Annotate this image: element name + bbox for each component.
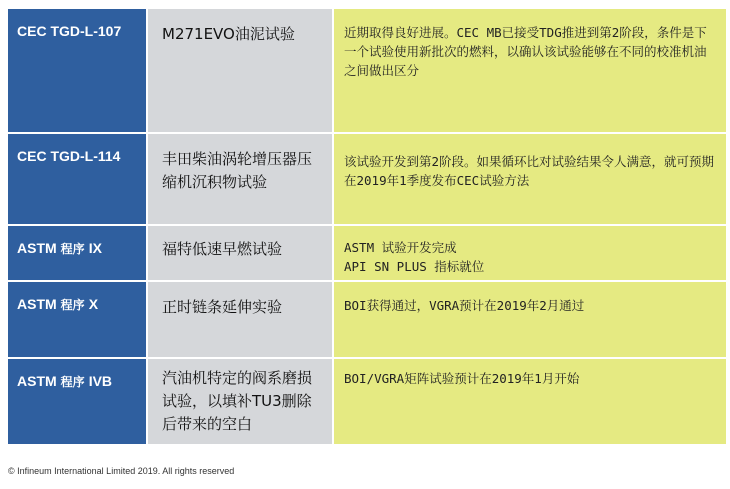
status-note-cell (334, 134, 726, 224)
program-number: IVB (88, 373, 113, 389)
test-id-text: CEC TGD-L-114 (17, 148, 121, 164)
test-id-text: CEC TGD-L-107 (17, 23, 122, 39)
test-name-cell (148, 282, 332, 357)
test-id-cell (8, 134, 146, 224)
program-number: X (88, 296, 99, 312)
status-note-cell (334, 9, 726, 132)
test-name-cell (148, 359, 332, 444)
test-name-text: M271EVO油泥试验 (162, 25, 295, 43)
status-note-cell (334, 226, 726, 280)
test-status-table (8, 9, 722, 450)
test-name-cell (148, 9, 332, 132)
status-note-cell (334, 282, 726, 357)
test-org-text: ASTM (17, 240, 57, 256)
program-label: 程序 (60, 375, 85, 389)
test-id-cell (8, 9, 146, 132)
copyright-notice: © Infineum International Limited 2019. All rights reserved (8, 466, 235, 476)
test-org-text: ASTM (17, 296, 57, 312)
test-id-cell (8, 359, 146, 444)
test-id-cell (8, 226, 146, 280)
status-note-text: 近期取得良好进展。CEC MB已接受TDG推进到第2阶段，条件是下一个试验使用新批次的燃料，以确认该试验能够在不同的校准机油之间做出区分 (344, 25, 707, 78)
test-name-text: 福特低速早燃试验 (162, 240, 283, 258)
status-note-line: API SN PLUS 指标就位 (344, 259, 485, 274)
program-number: IX (88, 240, 102, 256)
test-id-cell (8, 282, 146, 357)
status-note-text: BOI/VGRA矩阵试验预计在2019年1月开始 (344, 371, 580, 386)
status-note-cell (334, 359, 726, 444)
program-label: 程序 (60, 298, 85, 312)
test-name-text: 正时链条延伸实验 (162, 298, 283, 316)
program-label: 程序 (60, 242, 85, 256)
test-name-text: 丰田柴油涡轮增压器压缩机沉积物试验 (162, 150, 313, 191)
status-note-line: ASTM 试验开发完成 (344, 240, 457, 255)
test-name-text: 汽油机特定的阀系磨损试验，以填补TU3删除后带来的空白 (162, 369, 313, 433)
status-note-text: BOI获得通过，VGRA预计在2019年2月通过 (344, 298, 585, 313)
test-name-cell (148, 226, 332, 280)
status-note-text: 该试验开发到第2阶段。如果循环比对试验结果令人满意，就可预期在2019年1季度发布CEC试验方法 (344, 154, 715, 188)
test-name-cell (148, 134, 332, 224)
test-org-text: ASTM (17, 373, 57, 389)
